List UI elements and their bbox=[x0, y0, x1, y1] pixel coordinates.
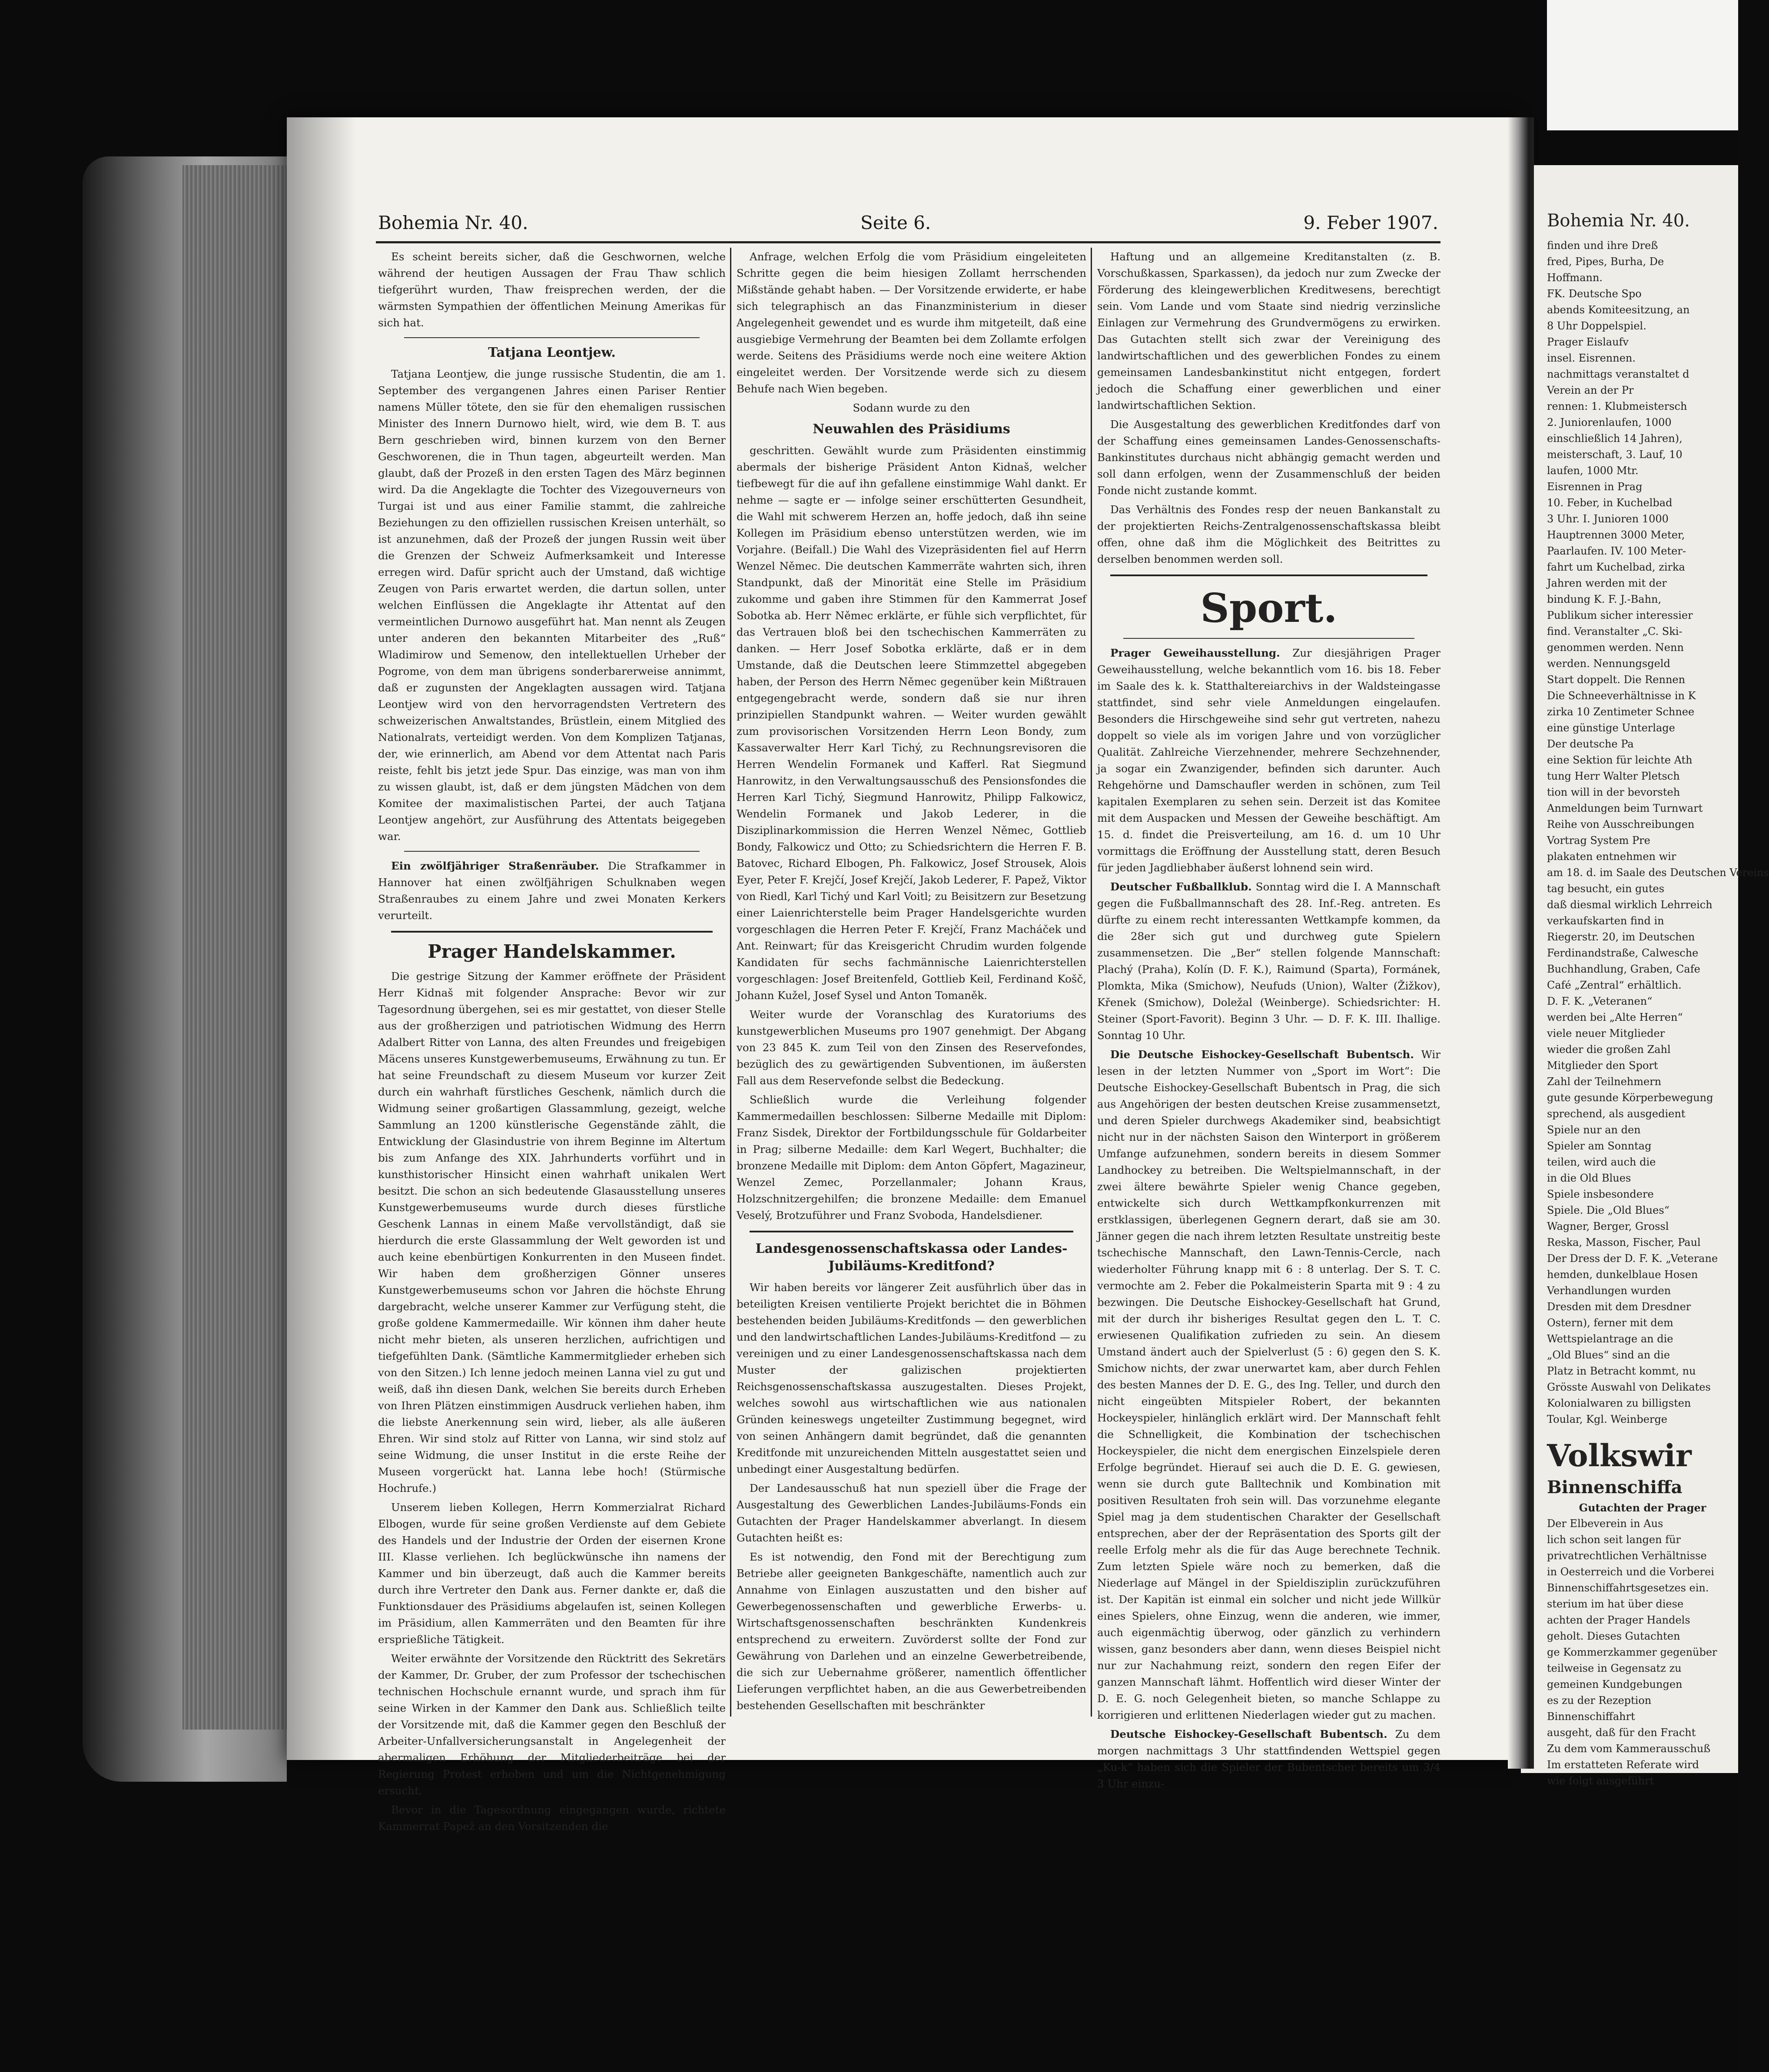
article-text: Es ist notwendig, den Fond mit der Berechtigung zum Betriebe aller geeigneten Bankgeschäfte, namentlich auch zur Annahme von Einlagen auszustatten und den bisher auf Gewerbegenossenschaften und gewerbliche Erwerbs- u. Wirtschaftsgenossenschaften beschränkten Kundenkreis entsprechend zu erweitern. Zuvörderst sollte der Fond zur Gewährung von Darlehen und an einzelne Gewerbetreibende, die sich zur Uebernahme größerer, namentlich öffentlicher Lieferungen verpflichtet haben, an die aus Gewerbetreibenden bestehenden Gesellschaften mit beschränkter bbox=[737, 1551, 1086, 1712]
adjacent-line: es zu der Rezeption bbox=[1547, 1694, 1652, 1707]
adjacent-line: Vortrag System Pre bbox=[1547, 834, 1650, 847]
article-text: Zu dem morgen nachmittags 3 Uhr stattfindenden Wettspiel gegen „Ku-k“ haben sich die Spieler der Bubentscher bereits um 3/4 3 Uhr einzu- bbox=[1097, 1728, 1440, 1790]
adjacent-line: viele neuer Mitglieder bbox=[1547, 1027, 1665, 1039]
article-text bbox=[1097, 645, 1440, 876]
adjacent-line: werden bei „Alte Herren“ bbox=[1547, 1011, 1683, 1023]
adjacent-line: FK. Deutsche Spo bbox=[1547, 288, 1642, 300]
adjacent-line: Reska, Masson, Fischer, Paul bbox=[1547, 1236, 1701, 1249]
adjacent-line: Verein an der Pr bbox=[1547, 384, 1634, 396]
adjacent-line: einschließlich 14 Jahren), bbox=[1547, 432, 1683, 445]
article-text: Wir haben bereits vor längerer Zeit ausführlich über das in beteiligten Kreisen ventilierte Projekt berichtet die in Böhmen bestehenden beiden Jubiläums-Kreditfonds — den gewerblichen und den landwirtschaftlichen Landes-Jubiläums-Kreditfond — zu vereinigen und zu einer Landesgenossenschaftskassa nach dem Muster der galizischen projektierten Reichsgenossenschaftskassa auszugestalten. Dieses Projekt, welches sowohl aus wirtschaftlichen wie aus nationalen Gründen keineswegs ungeteilter Zustimmung begegnet, wird von seinen Anhängern damit begründet, daß die genannten Kreditfonde mit unzureichenden Mitteln ausgestattet seien und unbedingt einer Ausgestaltung bedürfen. bbox=[737, 1281, 1086, 1475]
adjacent-line: Der deutsche Pa bbox=[1547, 738, 1634, 750]
divider bbox=[391, 931, 713, 933]
adjacent-line: Im erstatteten Referate wird bbox=[1547, 1759, 1699, 1771]
adjacent-line: plakaten entnehmen wir bbox=[1547, 850, 1676, 863]
adjacent-line: eine Sektion für leichte Ath bbox=[1547, 754, 1693, 766]
adjacent-lines-2 bbox=[1547, 1516, 1738, 1789]
headline-handelskammer: Prager Handelskammer. bbox=[428, 941, 676, 962]
adjacent-line: Anmeldungen beim Turnwart bbox=[1547, 802, 1703, 814]
article-text: geschritten. Gewählt wurde zum Präsidenten einstimmig abermals der bisherige Präsident Anton Kidnaš, welcher tiefbewegt für die auf ihn gefallene einstimmige Wahl dankt. Er nehme — sagte er — infolge seiner erschütterten Gesundheit, die Wahl mit schwerem Herzen an, hoffe jedoch, daß ihn seine Kollegen im Präsidium ebenso unterstützen werden, wie im Vorjahre. (Beifall.) Die Wahl des Vizepräsidenten fiel auf Herrn Wenzel Němec. Die deutschen Kammerräte wahrten sich, ihren Standpunkt, daß der Minorität eine Stelle im Präsidium zukomme und gaben ihre Stimmen für den Kammerrat Josef Sobotka ab. Herr Němec erklärte, er fühle sich verpflichtet, für das Vertrauen bloß bei den tschechischen Kammerräten zu danken. — Herr Josef Sobotka erklärte, daß er in dem Umstande, daß die Deutschen leere Stimmzettel abgegeben haben, der Person des Herrn Němec gegenüber kein Mißtrauen entgegengebracht werde, sondern daß sie nur ihren prinzipiellen Standpunkt wahren. — Weiter wurden gewählt zum provisorischen Vorsitzenden Herrn Leon Bondy, zum Kassaverwalter Herr Karl Tichý, zu Rechnungsrevisoren die Herren Wendelin Formanek und Kafferl. Rat Siegmund Hanrowitz, in den Verwaltungsausschuß des Pensionsfondes die Herren Karl Tichý, Siegmund Hanrowitz, Philipp Falkowicz, Wendelin Formanek und Jakob Lederer, in die Disziplinarkommission die Herren Wenzel Němec, Gottlieb Bondy, Falkowicz und Otto; zu Schiedsrichtern die Herren F. B. Batovec, Richard Elbogen, Ph. Falkowicz, Josef Strousek, Alois Eyer, Peter F. Krejčí, Josef Krejčí, Jakob Lederer, F. Papež, Viktor von Riedl, Karl Tichý und Karl Voitl; zu Beisitzern zur Besetzung einer Laienrichterstelle beim Prager Handelsgerichte wurden vorgeschlagen die Herren Peter F. Krejčí, Franz Macháček und Ant. Reinwart; für das Kreisgericht Chrudim wurden folgende Kandidaten für sechs fachmännische Laienrichterstellen vorgeschlagen: Josef Breitenfeld, Gottlieb Keil, Ferdinand Košč, Johann Kužel, Josef Sysel und Anton Tomaněk. bbox=[737, 444, 1086, 1002]
divider bbox=[404, 337, 700, 338]
adjacent-line: verkaufskarten find in bbox=[1547, 915, 1664, 927]
article-text: Wir lesen in der letzten Nummer von „Sport im Wort“: Die Deutsche Eishockey-Gesellschaft Bubentsch in Prag, die sich aus Angehörigen der besten deutschen Kreise zusammensetzt, und deren Spieler durchwegs Akademiker sind, beabsichtigt nicht nur in der nächsten Saison den Winterport in größerem Umfange aufzunehmen, sondern bereits in diesem Sommer Landhockey zu betreiben. Die Weltspielmannschaft, in der zwei ältere bewährte Spieler wenig Chance gegeben, entwickelte sich durch Wettkampfkonkurrenzen mit erstklassigen, überlegenen Gegnern derart, daß sie am 30. Jänner gegen die nach ihrem letzten Resultate unstreitig beste tschechische Mannschaft, den Lawn-Tennis-Cercle, nach wiederholter Führung knapp mit 6 : 8 unterlag. Der S. T. C. vermochte am 2. Feber die Pokalmeisterin Sparta mit 9 : 4 zu bezwingen. Die Deutsche Eishockey-Gesellschaft hat Grund, mit der durch ihr bisheriges Resultat gegen den L. T. C. erwiesenen Qualifikation zufrieden zu sein. An diesem Umstand ändert auch der Spielverlust (5 : 6) gegen den S. K. Smichow nichts, der zwar unerwartet kam, aber durch Fehlen des besten Mannes der D. E. G., des Ing. Teller, und durch den nicht eingeübten Mitspieler Robert, der bekannten Hockeyspieler, hinlänglich erklärt wird. Der Mannschaft fehlt die Schnelligkeit, die Kombination der tschechischen Hockeyspieler, die nicht dem energischen Einzelspiele deren Erfolge begründet. Hierauf sei auch die D. E. G. gewiesen, wenn sie durch gute Balltechnik und Kombination mit positiven Resultaten froh sein will. Das vorzunehme elegante Spiel mag ja dem studentischen Charakter der Gesellschaft entsprechen, aber der der Repräsentation des Sports gilt der reelle Erfolg mehr als die für das Auge berechnete Technik. Zum letzten Spiele wäre noch zu bemerken, daß die Niederlage auf Mängel in der Spieldisziplin zurückzuführen ist. Der Kapitän ist einmal ein solcher und nicht jede Willkür eines Spielers, ohne Einzug, wenn die anderen, wie immer, auch eigenmächtig überwog, oder gänzlich zu verhindern wissen, ganz besonders aber dann, wenn dieses Beispiel nicht nur zur Nachahmung reizt, sondern den regen Eifer der ganzen Mannschaft lähmt. Hoffentlich wird dieser Winter der D. E. G. noch Gelegenheit bieten, so manche Schlappe zu korrigieren und erlittenen Niederlagen wieder gut zu machen. bbox=[1097, 1048, 1440, 1721]
adjacent-line: Toular, Kgl. Weinberge bbox=[1547, 1413, 1668, 1425]
divider bbox=[404, 851, 700, 852]
column-1 bbox=[378, 249, 726, 1833]
adjacent-line: Hauptrennen 3000 Meter, bbox=[1547, 529, 1685, 541]
article-text: Der Landesausschuß hat nun speziell über die Frage der Ausgestaltung des Gewerblichen Landes-Jubiläums-Fonds ein Gutachten der Prager Handelskammer abverlangt. In diesem Gutachten heißt es: bbox=[737, 1482, 1086, 1544]
article-text: Anfrage, welchen Erfolg die vom Präsidium eingeleiteten Schritte gegen die beim hiesigen Zollamt herrschenden Mißstände gehabt haben. — Der Vorsitzende erwiderte, er habe sich telegraphisch an das Finanzministerium in dieser Angelegenheit gewendet und es wurde ihm mitgeteilt, daß eine ausgiebige Vermehrung der Beamten bei dem Zollamte erfolgen werde. Seitens des Präsidiums werde noch eine weitere Aktion eingeleitet werden. Der Vorsitzende werde sich zu diesem Behufe nach Wien begeben. bbox=[737, 250, 1086, 395]
article-text: Tatjana Leontjew, die junge russische Studentin, die am 1. September des vergangenen Jahres einen Pariser Rentier namens Müller tötete, den sie für den ehemaligen russischen Minister des Innern Durnowo hielt, wird, wie dem B. T. aus Bern geschrieben wird, binnen kurzem von den Berner Geschworenen, die in Thun tagen, abgeurteilt werden. Man glaubt, daß der Prozeß in den ersten Tagen des März beginnen wird. Da die Angeklagte die Tochter des Vizegouverneurs von Turgai ist und aus einer Familie stammt, die zahlreiche Beziehungen zu den offiziellen russischen Kreisen unterhält, so ist anzunehmen, daß der Prozeß der jungen Russin weit über die Grenzen der Schweiz Aufmerksamkeit und Interesse erregen wird. Dafür spricht auch der Umstand, daß wichtige Zeugen von Paris erwartet werden, die dartun sollen, unter welchen Einflüssen die Angeklagte ihr Attentat auf den vermeintlichen Durnowo ausgeführt hat. Man nennt als Zeugen unter anderen den bekannten Mitarbeiter des „Ruß“ Wladimirow und Semenow, den intellektuellen Urheber der Pogrome, von dem man übrigens sonderbarerweise annimmt, daß er zugunsten der Angeklagten aussagen wird. Tatjana Leontjew wird von den hervorragendsten Vertretern des schweizerischen Anwaltstandes, Brüstlein, einem Mitglied des Nationalrats, verteidigt werden. Von dem Komplizen Tatjanas, der, wie erinnerlich, am Abend vor dem Attentat nach Paris reiste, fehlt bis jetzt jede Spur. Das einzige, was man von ihm zu wissen glaubt, ist, daß er dem jüngsten Mädchen von dem Komitee der maximalistischen Partei, der auch Tatjana Leontjew angehört, zur Ausführung des Attentats beigegeben war. bbox=[378, 368, 726, 843]
adjacent-line: in Oesterreich und die Vorberei bbox=[1547, 1566, 1714, 1578]
article-text: Die gestrige Sitzung der Kammer eröffnete der Präsident Herr Kidnaš mit folgender Ansprache: Bevor wir zur Tagesordnung übergehen, sei es mir gestattet, von dieser Stelle aus der großherzigen und patriotischen Widmung des Herrn Adalbert Ritter von Lanna, des alten Freundes und freigebigen Mäcens unseres Kunstgewerbemuseums, Erwähnung zu tun. Er hat seine Freundschaft zu diesem Museum vor kurzer Zeit durch ein wahrhaft fürstliches Geschenk, nämlich durch die Widmung seiner großartigen Glassammlung, gezeigt, welche Sammlung an 1200 künstlerische Gegenstände zählt, die Entwicklung der Glasindustrie von ihrem Beginne im Altertum bis zum Anfange des XIX. Jahrhunderts vorführt und in kunsthistorischer Hinsicht einen wahrhaft unikalen Wert besitzt. Die schon an sich bedeutende Glasausstellung unseres Kunstgewerbemuseums wurde durch dieses fürstliche Geschenk Lannas in einem Maße vervollständigt, daß sie hierdurch die erste Glassammlung der Welt geworden ist und auch keine ebenbürtigen Konkurrenten in den Museen findet. Wir haben dem großherzigen Gönner unseres Kunstgewerbemuseums schon vor Jahren die höchste Ehrung dargebracht, welche unserer Kammer zur Verfügung steht, die große goldene Kammermedaille. Wir können ihm daher heute nicht mehr bieten, als unseren herzlichen, aufrichtigen und tiefgefühlten Dank. (Sämtliche Kammermitglieder erheben sich von den Sitzen.) Ich lenne jedoch meinen Lanna viel zu gut und weiß, daß ihn diesen Dank, welchen Sie bereits durch Erheben von Ihren Plätzen einstimmigen Ausdruck verliehen haben, ihm die liebste Anerkennung sein wird, lieber, als alle äußeren Ehren. Wir sind stolz auf Ritter von Lanna, wir sind stolz auf seine Widmung, die unser Institut in die erste Reihe der Museen vorgerückt hat. Lanna lebe hoch! (Stürmische Hochrufe.) bbox=[378, 970, 726, 1494]
adjacent-header: Bohemia Nr. 40. bbox=[1547, 211, 1690, 231]
adjacent-line: genommen werden. Nenn bbox=[1547, 641, 1684, 654]
adjacent-line: Café „Zentral“ erhältlich. bbox=[1547, 979, 1682, 991]
page-edges bbox=[183, 165, 295, 1730]
adjacent-line: „Old Blues“ sind an die bbox=[1547, 1349, 1670, 1361]
adjacent-line: Riegerstr. 20, im Deutschen bbox=[1547, 931, 1695, 943]
adjacent-line: am 18. d. im Saale des Deutschen Vereins bbox=[1547, 867, 1769, 879]
adjacent-line: Wettspielantrage an die bbox=[1547, 1333, 1673, 1345]
adjacent-line: Eisrennen in Prag bbox=[1547, 481, 1643, 493]
adjacent-line: meisterschaft, 3. Lauf, 10 bbox=[1547, 448, 1683, 461]
article-text: Weiter erwähnte der Vorsitzende den Rücktritt des Sekretärs der Kammer, Dr. Gruber, der zum Professor der tschechischen technischen Hochschule ernannt wurde, und sprach ihm für seine Wirken in der Kammer den Dank aus. Schließlich teilte der Vorsitzende mit, daß die Kammer gegen den Beschluß der Arbeiter-Unfallversicherungsanstalt in Angelegenheit der abermaligen Erhöhung der Mitgliederbeiträge bei der Regierung Protest erhoben und um die Nichtgenehmigung ersucht. bbox=[378, 1652, 726, 1797]
adjacent-lines bbox=[1547, 238, 1769, 1428]
adjacent-line: wieder die großen Zahl bbox=[1547, 1043, 1671, 1056]
headline-eishockey: Die Deutsche Eishockey-Gesellschaft Bubentsch. bbox=[1110, 1048, 1414, 1061]
article-text: Bevor in die Tagesordnung eingegangen wurde, richtete Kammerrat Papež an den Vorsitzenden die bbox=[378, 1803, 726, 1833]
column-rule-1 bbox=[730, 248, 731, 1717]
article-text: Schließlich wurde die Verleihung folgender Kammermedaillen beschlossen: Silberne Medaille mit Diplom: Franz Sisdek, Direktor der Fortbildungsschule für Goldarbeiter in Prag; silberne Medaille: dem Karl Wegert, Buchhalter; die bronzene Medaille mit Diplom: dem Anton Göpfert, Magazineur, Wenzel Zemec, Porzellanmaler; Johann Kraus, Holzschnitzergehilfen; die bronzene Medaille: dem Emanuel Veselý, Brotzuführer und Franz Svoboda, Handelsdiener. bbox=[737, 1093, 1086, 1222]
adjacent-line: Der Elbeverein in Aus bbox=[1547, 1517, 1663, 1530]
article-text: Das Verhältnis des Fondes resp der neuen Bankanstalt zu der projektierten Reichs-Zentralgenossenschaftskassa bleibt offen, ohne daß ihm die Möglichkeit des Beitrittes zu derselben benommen werden soll. bbox=[1097, 503, 1440, 565]
adjacent-line: Paarlaufen. IV. 100 Meter- bbox=[1547, 545, 1686, 557]
book-gutter bbox=[1508, 117, 1534, 1769]
adjacent-line: abends Komiteesitzung, an bbox=[1547, 304, 1690, 316]
divider bbox=[1123, 638, 1414, 639]
header-page-number: Seite 6. bbox=[860, 212, 931, 233]
adjacent-line: Der Dress der D. F. K. „Veterane bbox=[1547, 1252, 1718, 1265]
adjacent-line: fahrt um Kuchelbad, zirka bbox=[1547, 561, 1685, 573]
adjacent-line: sprechend, als ausgedient bbox=[1547, 1108, 1686, 1120]
adjacent-line: Reihe von Ausschreibungen bbox=[1547, 818, 1695, 830]
headline-landesgenossenschaft: Landesgenossenschaftskassa oder Landes-Jubiläums-Kreditfond? bbox=[755, 1241, 1068, 1274]
divider bbox=[1110, 574, 1427, 576]
header-date: 9. Feber 1907. bbox=[1303, 212, 1438, 233]
article-text: Es scheint bereits sicher, daß die Geschwornen, welche während der heutigen Aussagen der Frau Thaw schlich tiefgerührt wurden, Thaw freisprechen werden, der die wärmsten Sympathien der öffentlichen Meinung Amerikas für sich hat. bbox=[378, 250, 726, 329]
headline-strassenraeuber: Ein zwölfjähriger Straßenräuber. bbox=[391, 860, 599, 872]
adjacent-line: Spiele insbesondere bbox=[1547, 1188, 1654, 1200]
adjacent-line: nachmittags veranstaltet d bbox=[1547, 368, 1689, 380]
article-text bbox=[378, 858, 726, 924]
adjacent-line: Verhandlungen wurden bbox=[1547, 1285, 1671, 1297]
article-text bbox=[1097, 1726, 1440, 1792]
adjacent-line: geholt. Dieses Gutachten bbox=[1547, 1630, 1680, 1642]
header-rule bbox=[376, 241, 1440, 243]
adjacent-line: tung Herr Walter Pletsch bbox=[1547, 770, 1680, 782]
adjacent-line: Die Schneeverhältnisse in K bbox=[1547, 690, 1696, 702]
adjacent-line: Dresden mit dem Dresdner bbox=[1547, 1301, 1691, 1313]
adjacent-line: eine günstige Unterlage bbox=[1547, 722, 1675, 734]
adjacent-page-column bbox=[1547, 211, 1769, 1787]
background-corner bbox=[1547, 0, 1738, 130]
headline-fussball: Deutscher Fußballklub. bbox=[1110, 880, 1252, 893]
adjacent-line: gute gesunde Körperbewegung bbox=[1547, 1092, 1713, 1104]
adjacent-line: 2. Juniorenlaufen, 1000 bbox=[1547, 416, 1672, 428]
adjacent-line: 3 Uhr. I. Junioren 1000 bbox=[1547, 513, 1669, 525]
headline-neuwahlen: Neuwahlen des Präsidiums bbox=[813, 422, 1010, 437]
adjacent-line: ge Kommerzkammer gegenüber bbox=[1547, 1646, 1717, 1658]
adjacent-line: D. F. K. „Veteranen“ bbox=[1547, 995, 1653, 1007]
article-text: Haftung und an allgemeine Kreditanstalten (z. B. Vorschußkassen, Sparkassen), da jedoch nur zum Zwecke der Förderung des kleingewerblichen Kreditwesens, berechtigt sein. Vom Lande und vom Staate sind niedrig verzinsliche Einlagen zur Vermehrung des Grundvermögens zu erwirken. Das Gutachten stellt sich zwar der Vereinigung des landwirtschaftlichen und des gewerblichen Fondes zu einem gemeinsamen Landesbankinstitut nicht entgegen, fordert jedoch die Schaffung einer gewerblichen und einer landwirtschaftlichen Sektion. bbox=[1097, 250, 1440, 412]
adjacent-section-title: Volkswir bbox=[1547, 1438, 1692, 1474]
adjacent-line: sterium im hat über diese bbox=[1547, 1598, 1684, 1610]
article-text: Unserem lieben Kollegen, Herrn Kommerzialrat Richard Elbogen, wurde für seine großen Verdienste auf dem Gebiete des Handels und der Industrie der Orden der eisernen Krone III. Klasse verliehen. Ich beglückwünsche ihn namens der Kammer und bin überzeugt, daß auch die Kammer bereits durch ihre Vertreter den Dank aus. Ferner dankte er, daß die Funktionsdauer des Präsidiums abgelaufen ist, seinen Kollegen im Präsidium, allen Kammerräten und den Beamten für ihre ersprießliche Tätigkeit. bbox=[378, 1501, 726, 1646]
adjacent-line: teilweise in Gegensatz zu bbox=[1547, 1662, 1682, 1674]
adjacent-line: tion will in der bevorsteh bbox=[1547, 786, 1680, 798]
adjacent-line: lich schon seit langen für bbox=[1547, 1534, 1681, 1546]
adjacent-line: Binnenschiffahrtsgesetzes ein. bbox=[1547, 1582, 1709, 1594]
adjacent-subheadline: Gutachten der Prager bbox=[1579, 1501, 1706, 1514]
article-text bbox=[1097, 879, 1440, 1044]
adjacent-line: hemden, dunkelblaue Hosen bbox=[1547, 1268, 1698, 1281]
column-3 bbox=[1097, 249, 1441, 1790]
page-header bbox=[378, 212, 1438, 238]
adjacent-line: ausgeht, daß für den Fracht bbox=[1547, 1727, 1696, 1739]
adjacent-line: Prager Eislaufv bbox=[1547, 336, 1629, 348]
adjacent-line: privatrechtlichen Verhältnisse bbox=[1547, 1550, 1707, 1562]
adjacent-line: rennen: 1. Klubmeistersch bbox=[1547, 400, 1687, 412]
adjacent-line: Start doppelt. Die Rennen bbox=[1547, 674, 1686, 686]
article-text: Sodann wurde zu den bbox=[853, 402, 970, 414]
column-2 bbox=[737, 249, 1086, 1717]
adjacent-line: fred, Pipes, Burha, De bbox=[1547, 256, 1664, 268]
adjacent-line: Zahl der Teilnehmern bbox=[1547, 1076, 1662, 1088]
adjacent-line: in die Old Blues bbox=[1547, 1172, 1631, 1184]
adjacent-line: tag besucht, ein gutes bbox=[1547, 883, 1665, 895]
article-text: Sonntag wird die I. A Mannschaft gegen die Fußballmannschaft des 28. Inf.-Reg. antreten. Es dürfte zu einem recht interessanten Wettkampfe kommen, da die 28er sich gut und durchweg gute Spielern zusammensetzen. Die „Ber“ stellen folgende Mannschaft: Plachý (Praha), Kolín (D. F. K.), Raimund (Sparta), Formánek, Plomkta, Mika (Smichow), Neufuds (Union), Walter (Žižkov), Křenek (Smichow), Doležal (Weinberge). Schiedsrichter: H. Steiner (Sport-Favorit). Beginn 3 Uhr. — D. F. K. III. Ihallige. Sonntag 10 Uhr. bbox=[1097, 880, 1440, 1042]
adjacent-line: daß diesmal wirklich Lehrreich bbox=[1547, 899, 1713, 911]
adjacent-line: Zu dem vom Kammerausschuß bbox=[1547, 1743, 1711, 1755]
article-text: Zur diesjährigen Prager Geweihausstellung, welche bekanntlich vom 16. bis 18. Feber im Saale des k. k. Statthaltereiarchivs in der Waldsteingasse stattfindet, sind sehr viele Anmeldungen eingelaufen. Besonders die Hirschgeweihe sind sehr gut vertreten, nahezu doppelt so viele als im vorigen Jahre und von vorzüglicher Qualität. Zahlreiche Vierzehnender, mehrere Sechzehnender, ja sogar ein Zwanzigender, befinden sich darunter. Auch Rehgehörne und Damschaufler werden in schönen, zum Teil kapitalen Exemplaren zu sehen sein. Derzeit ist das Komitee mit dem Auspacken und Messen der Geweihe beschäftigt. Am 15. d. findet die Preisverteilung, am 16. d. um 10 Uhr vormittags die Eröffnung der Ausstellung statt, deren Besuch für jeden Jagdliebhaber äußerst lohnend sein wird. bbox=[1097, 647, 1441, 874]
section-title-sport: Sport. bbox=[1200, 584, 1338, 631]
article-text: Weiter wurde der Voranschlag des Kuratoriums des kunstgewerblichen Museums pro 1907 genehmigt. Der Abgang von 23 845 K. zum Teil von den Zinsen des Reservefondes, bezüglich des zu gewärtigenden Subventionen, im äußersten Fall aus dem Reservefonde selbst die Bedeckung. bbox=[737, 1008, 1086, 1087]
adjacent-line: Ostern), ferner mit dem bbox=[1547, 1317, 1673, 1329]
column-rule-2 bbox=[1091, 248, 1092, 1717]
adjacent-line: zirka 10 Zentimeter Schnee bbox=[1547, 706, 1695, 718]
headline-eishockey-2: Deutsche Eishockey-Gesellschaft Bubentsch. bbox=[1110, 1728, 1387, 1740]
adjacent-line: Jahren werden mit der bbox=[1547, 577, 1667, 589]
header-publication: Bohemia Nr. 40. bbox=[378, 212, 528, 233]
adjacent-line: achten der Prager Handels bbox=[1547, 1614, 1690, 1626]
adjacent-line: Kolonialwaren zu billigsten bbox=[1547, 1397, 1691, 1409]
adjacent-line: laufen, 1000 Mtr. bbox=[1547, 465, 1639, 477]
adjacent-line: find. Veranstalter „C. Ski- bbox=[1547, 625, 1683, 638]
adjacent-line: Spiele. Die „Old Blues“ bbox=[1547, 1204, 1669, 1216]
article-text bbox=[1097, 1046, 1440, 1723]
adjacent-line: 10. Feber, in Kuchelbad bbox=[1547, 497, 1673, 509]
headline-geweih: Prager Geweihausstellung. bbox=[1110, 647, 1280, 659]
adjacent-line: Ferdinandstraße, Calwesche bbox=[1547, 947, 1699, 959]
adjacent-line: Platz in Betracht kommt, nu bbox=[1547, 1365, 1696, 1377]
page-shadow bbox=[287, 117, 356, 1760]
adjacent-line: insel. Eisrennen. bbox=[1547, 352, 1636, 364]
adjacent-line: 8 Uhr Doppelspiel. bbox=[1547, 320, 1646, 332]
article-text: Die Ausgestaltung des gewerblichen Kreditfondes darf von der Schaffung eines gemeinsamen Landes-Genossenschafts-Bankinstitutes durchaus nicht abhängig gemacht werden und soll dann erfolgen, wenn der Zusammenschluß der beiden Fonde nicht zustande kommt. bbox=[1097, 418, 1440, 497]
headline-leontjew: Tatjana Leontjew. bbox=[488, 345, 616, 360]
adjacent-line: Publikum sicher interessier bbox=[1547, 609, 1693, 621]
adjacent-line: teilen, wird auch die bbox=[1547, 1156, 1656, 1168]
adjacent-line: Spiele nur an den bbox=[1547, 1124, 1641, 1136]
adjacent-line: bindung K. F. J.-Bahn, bbox=[1547, 593, 1662, 605]
adjacent-headline: Binnenschiffa bbox=[1547, 1477, 1683, 1498]
adjacent-line: finden und ihre Dreß bbox=[1547, 239, 1658, 252]
adjacent-line: Wagner, Berger, Grossl bbox=[1547, 1220, 1669, 1232]
adjacent-line: Grösste Auswahl von Delikates bbox=[1547, 1381, 1711, 1393]
adjacent-line: Binnenschiffahrt bbox=[1547, 1710, 1635, 1723]
article-text: Die Strafkammer in Hannover hat einen zwölfjährigen Schulknaben wegen Straßenraubes zu einem Jahre und zwei Monaten Kerkers verurteilt. bbox=[378, 860, 726, 922]
adjacent-line: Buchhandlung, Graben, Cafe bbox=[1547, 963, 1700, 975]
adjacent-line: Spieler am Sonntag bbox=[1547, 1140, 1652, 1152]
adjacent-line: gemeinen Kundgebungen bbox=[1547, 1678, 1683, 1690]
adjacent-line: werden. Nennungsgeld bbox=[1547, 657, 1670, 670]
adjacent-line: Mitglieder den Sport bbox=[1547, 1059, 1658, 1072]
adjacent-line: wie folgt ausgeführt bbox=[1547, 1775, 1654, 1787]
adjacent-line: Hoffmann. bbox=[1547, 272, 1603, 284]
divider bbox=[750, 1231, 1073, 1232]
